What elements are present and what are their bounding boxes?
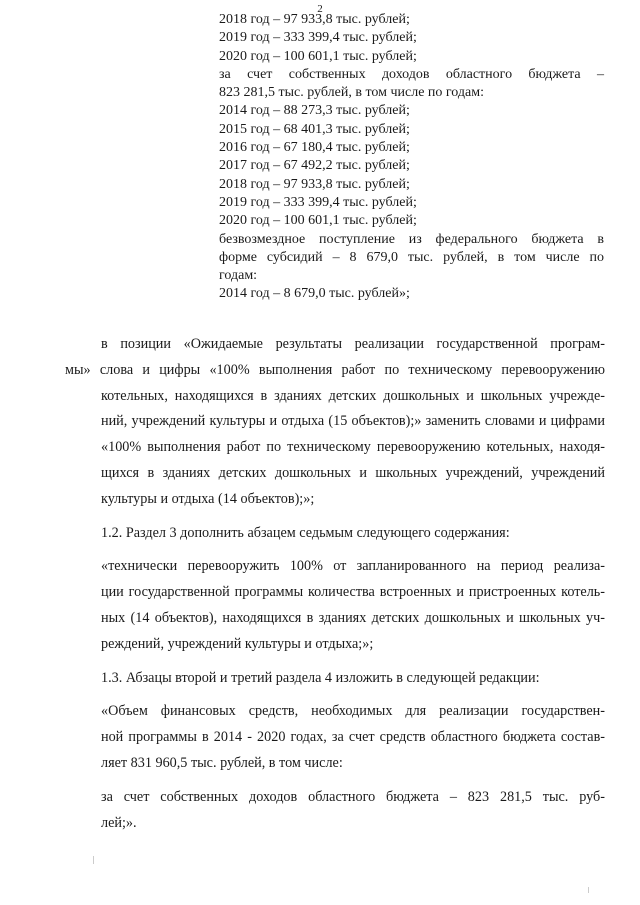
own-income-line: 823 281,5 тыс. рублей, в том числе по годам: [219,85,484,101]
paragraph [65,521,605,547]
text-line: ных (14 объектов), находящихся в зданиях детских дошкольных и школьных уч- [101,609,605,626]
own-income-line: за счет собственных доходов областного бюджета – [219,66,604,82]
federal-line: годам: [219,268,258,284]
text-line: реждений, учреждений культуры и отдыха;»; [101,635,374,652]
list-item: 2015 год – 68 401,3 тыс. рублей; [219,121,410,137]
paragraph [65,554,605,657]
paragraph [65,699,605,776]
list-item: 2020 год – 100 601,1 тыс. рублей; [219,48,417,64]
list-item: 2014 год – 8 679,0 тыс. рублей»; [219,286,410,302]
text-line: ний, учреждений культуры и отдыха (15 объектов);» заменить словами и цифрами [101,413,605,430]
list-item: 2016 год – 67 180,4 тыс. рублей; [219,140,410,156]
paragraph [65,332,605,513]
text-line: 1.2. Раздел 3 дополнить абзацем седьмым следующего содержания: [101,524,510,541]
text-line: котельных, находящихся в зданиях детских дошкольных и школьных учрежде- [101,387,605,404]
scan-mark [588,887,589,893]
text-line: «технически перевооружить 100% от запланированного на период реализа- [101,558,605,575]
text-line: в позиции «Ожидаемые результаты реализации государственной програм- [101,336,605,352]
list-item: 2018 год – 97 933,8 тыс. рублей; [219,12,410,27]
funding-list [219,11,604,304]
list-item: 2014 год – 88 273,3 тыс. рублей; [219,103,410,119]
text-line: мы» слова и цифры «100% выполнения работ по техническому перевооружению [65,361,605,378]
text-line: «Объем финансовых средств, необходимых для реализации государствен- [101,703,605,720]
text-line: ции государственной программы количества встроенных и пристроенных котель- [101,584,605,601]
text-line: лей;». [101,814,137,831]
body-text [65,332,605,836]
page-number: 2 [317,3,323,15]
text-line: культуры и отдыха (14 объектов);»; [101,490,315,507]
paragraph [65,785,605,837]
text-line: 1.3. Абзацы второй и третий раздела 4 изложить в следующей редакции: [101,669,540,686]
list-item: 2019 год – 333 399,4 тыс. рублей; [219,30,417,46]
text-line: за счет собственных доходов областного бюджета – 823 281,5 тыс. руб- [101,788,605,805]
text-line: щихся в зданиях детских дошкольных и школьных учреждений, учреждений [101,464,605,481]
federal-line: безвозмездное поступление из федерального бюджета в [219,231,604,247]
list-item: 2019 год – 333 399,4 тыс. рублей; [219,194,417,210]
text-line: ной программы в 2014 - 2020 годах, за счет средств областного бюджета состав- [101,729,605,746]
list-item: 2018 год – 97 933,8 тыс. рублей; [219,176,410,192]
list-item: 2017 год – 67 492,2 тыс. рублей; [219,158,410,174]
paragraph [65,666,605,692]
text-line: «100% выполнения работ по техническому перевооружению котельных, находя- [101,439,605,456]
scan-mark [93,856,94,864]
federal-line: форме субсидий – 8 679,0 тыс. рублей, в том числе по [219,249,604,265]
text-line: ляет 831 960,5 тыс. рублей, в том числе: [101,754,343,771]
list-item: 2020 год – 100 601,1 тыс. рублей; [219,213,417,229]
